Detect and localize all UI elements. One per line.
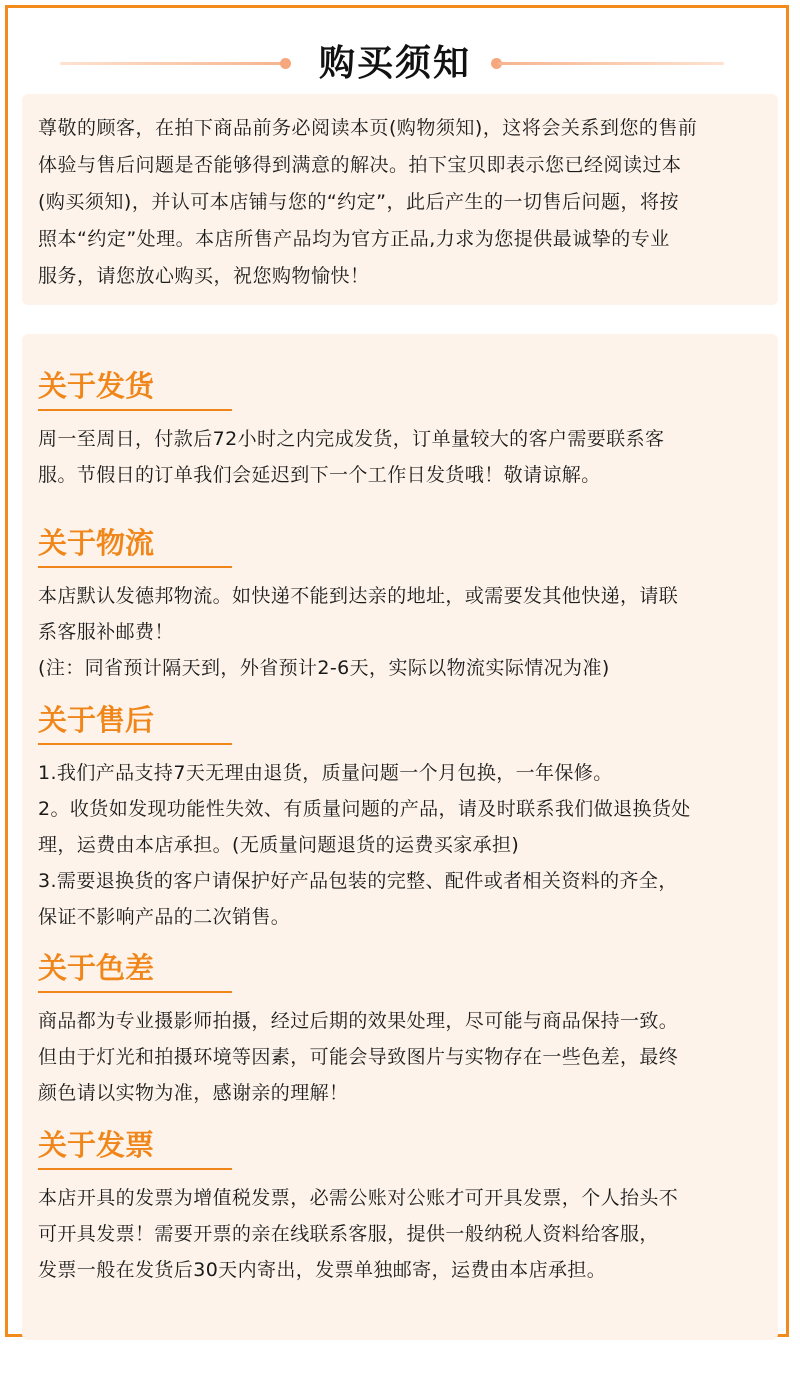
section-line: 理，运费由本店承担。(无质量问题退货的运费买家承担) [38, 834, 520, 856]
section-line: 颜色请以实物为准，感谢亲的理解！ [38, 1082, 349, 1104]
section-body [38, 421, 766, 493]
section-invoice [38, 1125, 766, 1288]
section-underline [38, 991, 232, 993]
section-line: 本店开具的发票为增值税发票，必需公账对公账才可开具发票，个人抬头不 [38, 1187, 679, 1209]
section-line: 周一至周日，付款后72小时之内完成发货，订单量较大的客户需要联系客 [38, 428, 665, 450]
title-row [8, 36, 792, 92]
intro-panel [22, 94, 778, 305]
title-decor-line-left [60, 62, 282, 65]
section-line: 发票一般在发货后30天内寄出，发票单独邮寄，运费由本店承担。 [38, 1259, 607, 1281]
section-title: 关于物流 [38, 526, 155, 560]
section-shipping [38, 366, 766, 493]
section-title: 关于发货 [38, 369, 155, 403]
section-line: 1.我们产品支持7天无理由退货，质量问题一个月包换，一年保修。 [38, 762, 613, 784]
section-title: 关于发票 [38, 1128, 155, 1162]
intro-line: 体验与售后问题是否能够得到满意的解决。拍下宝贝即表示您已经阅读过本 [38, 154, 682, 176]
section-line: 服。节假日的订单我们会延迟到下一个工作日发货哦！敬请谅解。 [38, 464, 601, 486]
title-decor-dot-left [280, 58, 291, 69]
section-line: 系客服补邮费！ [38, 621, 174, 643]
intro-line: (购买须知)，并认可本店铺与您的“约定”，此后产生的一切售后问题，将按 [38, 191, 680, 213]
section-body [38, 1003, 766, 1111]
section-body [38, 755, 766, 935]
section-title: 关于售后 [38, 703, 155, 737]
section-line: 可开具发票！需要开票的亲在线联系客服，提供一般纳税人资料给客服， [38, 1223, 659, 1245]
section-line: 保证不影响产品的二次销售。 [38, 906, 291, 928]
intro-line: 服务，请您放心购买，祝您购物愉快！ [38, 265, 370, 287]
section-line: 但由于灯光和拍摄环境等因素，可能会导致图片与实物存在一些色差，最终 [38, 1046, 679, 1068]
section-line: 商品都为专业摄影师拍摄，经过后期的效果处理，尽可能与商品保持一致。 [38, 1010, 679, 1032]
section-line: 本店默认发德邦物流。如快递不能到达亲的地址，或需要发其他快递，请联 [38, 585, 679, 607]
section-underline [38, 566, 232, 568]
intro-line: 照本“约定”处理。本店所售产品均为官方正品,力求为您提供最诚挚的专业 [38, 228, 670, 250]
section-after-sales [38, 700, 766, 935]
section-logistics [38, 523, 766, 686]
section-line: 2。收货如发现功能性失效、有质量问题的产品，请及时联系我们做退换货处 [38, 798, 691, 820]
intro-line: 尊敬的顾客，在拍下商品前务必阅读本页(购物须知)，这将会关系到您的售前 [38, 117, 698, 139]
info-panel [22, 334, 778, 1340]
page-frame [5, 5, 789, 1337]
section-title: 关于色差 [38, 951, 155, 985]
section-underline [38, 1168, 232, 1170]
section-color-difference [38, 948, 766, 1111]
section-line: (注：同省预计隔天到，外省预计2-6天，实际以物流实际情况为准) [38, 657, 610, 679]
section-body [38, 578, 766, 686]
section-underline [38, 743, 232, 745]
section-line: 3.需要退换货的客户请保护好产品包装的完整、配件或者相关资料的齐全， [38, 870, 678, 892]
page-title: 购买须知 [318, 43, 471, 84]
title-decor-line-right [498, 62, 724, 65]
section-underline [38, 409, 232, 411]
section-body [38, 1180, 766, 1288]
